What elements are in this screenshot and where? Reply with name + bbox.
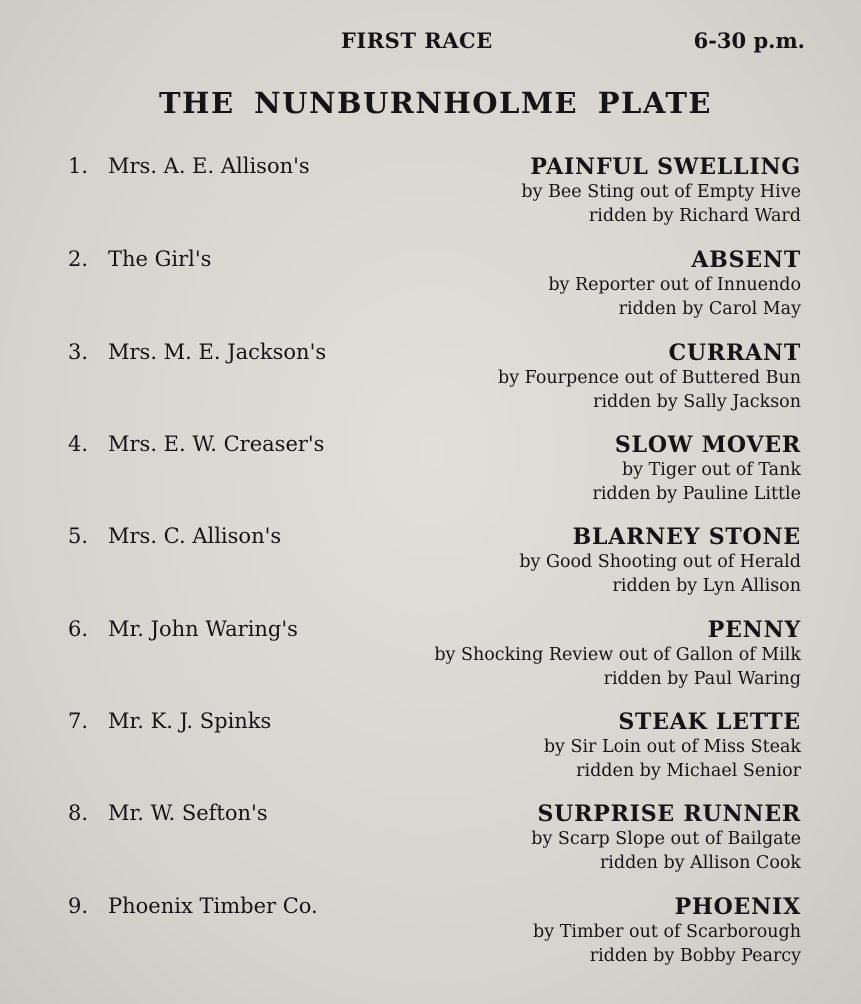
entry-number: 9. [68,894,89,918]
breeding: by Scarp Slope out of Bailgate [531,829,801,849]
entry-number: 3. [68,340,89,364]
entry-owner [68,709,271,733]
owner-name: Mrs. A. E. Allison's [108,154,310,178]
horse-name: PENNY [707,617,801,643]
entry-owner [68,432,324,456]
rider: ridden by Michael Senior [576,761,801,781]
owner-name: Mrs. M. E. Jackson's [108,340,327,364]
entry-number: 8. [68,801,89,825]
entry-number: 7. [68,709,89,733]
breeding: by Sir Loin out of Miss Steak [543,737,801,757]
breeding: by Tiger out of Tank [621,460,801,480]
entry-owner [68,617,298,641]
breeding: by Shocking Review out of Gallon of Milk [434,645,801,665]
entry-number: 2. [68,247,89,271]
entry-number: 6. [68,617,89,641]
race-time: 6-30 p.m. [693,28,805,53]
horse-name: BLARNEY STONE [572,524,801,550]
horse-name: CURRANT [668,340,801,366]
entry-owner [68,894,318,918]
race-title: THE NUNBURNHOLME PLATE [158,86,713,120]
entry-owner [68,154,310,178]
breeding: by Good Shooting out of Herald [519,552,801,572]
owner-name: Mr. John Waring's [108,617,298,641]
breeding: by Timber out of Scarborough [533,922,801,942]
entry-owner [68,247,211,271]
owner-name: Mrs. E. W. Creaser's [108,432,325,456]
race-header [0,28,861,58]
horse-name: STEAK LETTE [618,709,801,735]
breeding: by Fourpence out of Buttered Bun [498,368,801,388]
horse-name: PAINFUL SWELLING [530,154,801,180]
horse-name: SLOW MOVER [614,432,801,458]
horse-name: SURPRISE RUNNER [537,801,801,827]
owner-name: Mr. W. Sefton's [108,801,268,825]
owner-name: Mr. K. J. Spinks [108,709,272,733]
entry-owner [68,801,268,825]
rider: ridden by Lyn Allison [612,576,801,596]
entry-number: 4. [68,432,89,456]
rider: ridden by Allison Cook [599,853,801,873]
rider: ridden by Paul Waring [603,669,801,689]
rider: ridden by Richard Ward [588,206,801,226]
owner-name: Phoenix Timber Co. [108,894,318,918]
owner-name: The Girl's [108,247,212,271]
owner-name: Mrs. C. Allison's [108,524,282,548]
entry-owner [68,524,281,548]
breeding: by Bee Sting out of Empty Hive [521,182,801,202]
rider: ridden by Carol May [618,299,801,319]
rider: ridden by Sally Jackson [593,392,801,412]
breeding: by Reporter out of Innuendo [548,275,801,295]
horse-name: PHOENIX [674,894,801,920]
entry-number: 5. [68,524,89,548]
rider: ridden by Bobby Pearcy [589,946,801,966]
entry-number: 1. [68,154,89,178]
rider: ridden by Pauline Little [592,484,801,504]
horse-name: ABSENT [691,247,801,273]
entry-owner [68,340,326,364]
race-label: FIRST RACE [341,28,493,53]
